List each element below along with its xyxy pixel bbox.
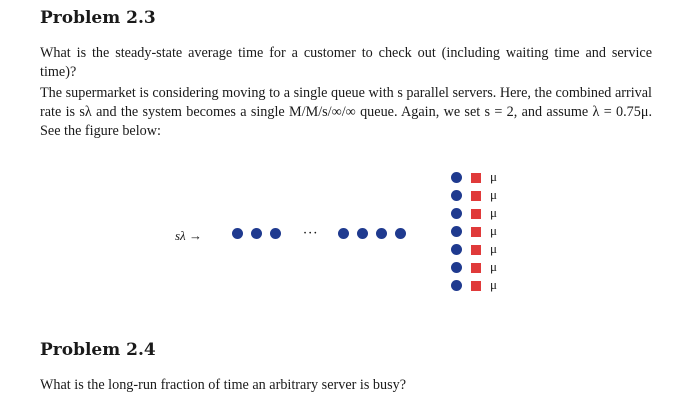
problem-2-4-title: Problem 2.4 (40, 340, 156, 360)
waiting-customer-dot (451, 190, 462, 201)
problem-2-3-title: Problem 2.3 (40, 8, 156, 28)
server-square (471, 245, 481, 255)
server-square (471, 281, 481, 291)
waiting-customer-dot (451, 208, 462, 219)
waiting-customer-dot (451, 280, 462, 291)
server-square (471, 191, 481, 201)
service-rate-label: μ (490, 277, 497, 292)
server-square (471, 209, 481, 219)
queue-customer-dot (232, 228, 243, 239)
problem-2-3-description: The supermarket is considering moving to a single queue with s parallel servers. Here, the combined arrival rate is sλ and the system becomes a single M/M/s/∞/∞ queue. Again, we set s = 2, and assume λ = 0.75μ. See the figure below: (40, 85, 652, 139)
queue-customer-dot (270, 228, 281, 239)
problem-2-4-question: What is the long-run fraction of time an arbitrary server is busy? (40, 377, 406, 393)
problem-2-3-question: What is the steady-state average time for a customer to check out (including waiting time and service time)? (40, 45, 652, 80)
waiting-customer-dot (451, 244, 462, 255)
queue-customer-dot (395, 228, 406, 239)
queue-customer-dot (376, 228, 387, 239)
queue-ellipsis: ··· (303, 226, 319, 241)
service-rate-label: μ (490, 205, 497, 220)
arrival-label-text: sλ (175, 228, 186, 243)
service-rate-label: μ (490, 187, 497, 202)
server-square (471, 173, 481, 183)
waiting-customer-dot (451, 172, 462, 183)
waiting-customer-dot (451, 262, 462, 273)
queue-customer-dot (251, 228, 262, 239)
service-rate-label: μ (490, 223, 497, 238)
server-square (471, 263, 481, 273)
queue-customer-dot (338, 228, 349, 239)
queue-customer-dot (357, 228, 368, 239)
server-square (471, 227, 481, 237)
service-rate-label: μ (490, 169, 497, 184)
arrival-rate-label: sλ → (175, 228, 202, 243)
service-rate-label: μ (490, 259, 497, 274)
waiting-customer-dot (451, 226, 462, 237)
service-rate-label: μ (490, 241, 497, 256)
